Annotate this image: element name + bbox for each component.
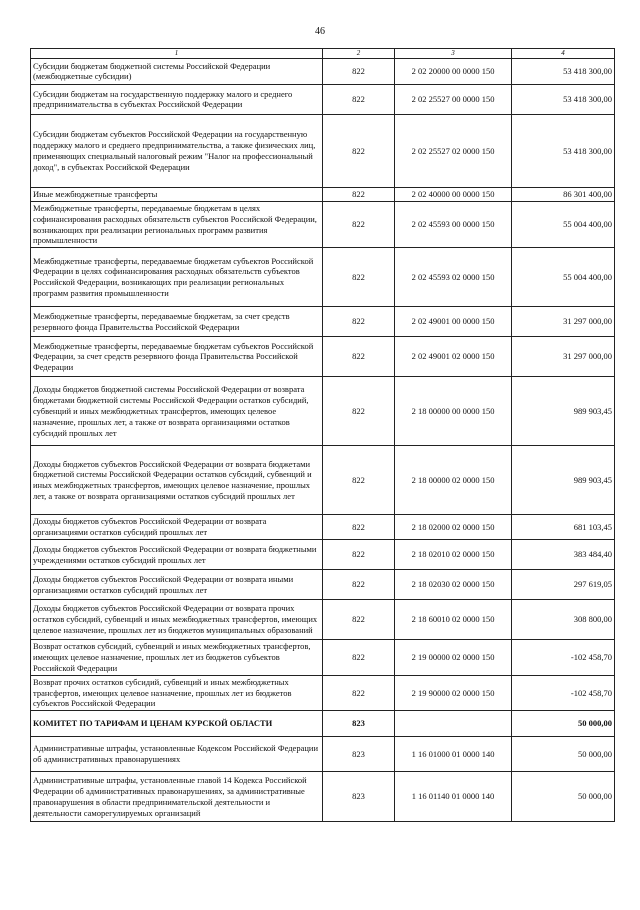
row-name-cell: Возврат остатков субсидий, субвенций и иных межбюджетных трансфертов, имеющих целевое назначение, прошлых лет из бюджетов субъектов Российской Федерации	[31, 640, 323, 676]
row-admin-code-cell: 822	[323, 446, 395, 515]
row-classification-code-cell: 2 19 90000 02 0000 150	[395, 675, 512, 711]
budget-revenue-table	[30, 48, 615, 822]
table-row	[31, 515, 615, 540]
table-row	[31, 187, 615, 201]
row-amount-cell: 53 418 300,00	[512, 84, 615, 114]
table-row	[31, 772, 615, 822]
row-classification-code-cell: 2 02 40000 00 0000 150	[395, 187, 512, 201]
row-name-cell: Межбюджетные трансферты, передаваемые бюджетам субъектов Российской Федерации в целях софинансирования расходных обязательств субъектов Российской Федерации, возникающих при реализации региональных программ развития промышленности	[31, 248, 323, 307]
column-number: 4	[512, 49, 615, 59]
table-row	[31, 84, 615, 114]
row-name-cell: Межбюджетные трансферты, передаваемые бюджетам, за счет средств резервного фонда Правительства Российской Федерации	[31, 307, 323, 337]
row-admin-code-cell: 822	[323, 600, 395, 640]
row-classification-code-cell: 2 18 02000 02 0000 150	[395, 515, 512, 540]
row-admin-code-cell: 823	[323, 737, 395, 772]
row-classification-code-cell: 2 02 25527 00 0000 150	[395, 84, 512, 114]
row-classification-code-cell: 2 02 25527 02 0000 150	[395, 114, 512, 187]
row-amount-cell: 989 903,45	[512, 446, 615, 515]
row-name-cell: Субсидии бюджетам на государственную поддержку малого и среднего предпринимательства в субъектах Российской Федерации	[31, 84, 323, 114]
row-name-cell: Доходы бюджетов бюджетной системы Российской Федерации от возврата бюджетами бюджетной системы Российской Федерации остатков субсидий, субвенций и иных межбюджетных трансфертов, имеющих целевое назначение, прошлых лет, а также от возврата организациями остатков субсидий прошлых лет	[31, 377, 323, 446]
row-amount-cell: 31 297 000,00	[512, 307, 615, 337]
column-number-row	[31, 49, 615, 59]
row-classification-code-cell: 1 16 01140 01 0000 140	[395, 772, 512, 822]
row-name-cell: Доходы бюджетов субъектов Российской Федерации от возврата бюджетами бюджетной системы Российской Федерации остатков субсидий, субвенций и иных межбюджетных трансфертов, имеющих целевое назначение, прошлых лет, а также от возврата организациями остатков субсидий прошлых лет	[31, 446, 323, 515]
table-row	[31, 675, 615, 711]
row-name-cell: Субсидии бюджетам бюджетной системы Российской Федерации (межбюджетные субсидии)	[31, 58, 323, 84]
table-row	[31, 201, 615, 248]
row-admin-code-cell: 822	[323, 58, 395, 84]
row-name-cell: Иные межбюджетные трансферты	[31, 187, 323, 201]
column-number: 1	[31, 49, 323, 59]
row-admin-code-cell: 822	[323, 675, 395, 711]
row-admin-code-cell: 822	[323, 187, 395, 201]
row-name-cell: Административные штрафы, установленные Кодексом Российской Федерации об административных правонарушениях	[31, 737, 323, 772]
row-classification-code-cell: 2 02 49001 02 0000 150	[395, 337, 512, 377]
row-classification-code-cell: 2 02 49001 00 0000 150	[395, 307, 512, 337]
row-admin-code-cell: 822	[323, 201, 395, 248]
row-amount-cell: 50 000,00	[512, 772, 615, 822]
row-classification-code-cell: 2 18 02010 02 0000 150	[395, 540, 512, 570]
row-admin-code-cell: 822	[323, 515, 395, 540]
row-amount-cell: 297 619,05	[512, 570, 615, 600]
column-number: 3	[395, 49, 512, 59]
row-amount-cell: 383 484,40	[512, 540, 615, 570]
row-amount-cell: 53 418 300,00	[512, 114, 615, 187]
table-row	[31, 58, 615, 84]
table-row	[31, 737, 615, 772]
row-name-cell: Доходы бюджетов субъектов Российской Федерации от возврата иными организациями остатков субсидий прошлых лет	[31, 570, 323, 600]
row-amount-cell: 50 000,00	[512, 711, 615, 737]
row-classification-code-cell: 2 02 20000 00 0000 150	[395, 58, 512, 84]
table-row	[31, 114, 615, 187]
row-admin-code-cell: 822	[323, 114, 395, 187]
table-row	[31, 377, 615, 446]
row-name-cell: Субсидии бюджетам субъектов Российской Федерации на государственную поддержку малого и среднего предпринимательства, а также физических лиц, применяющих специальный налоговый режим "Налог на профессиональный доход", в субъектах Российской Федерации	[31, 114, 323, 187]
row-amount-cell: 681 103,45	[512, 515, 615, 540]
row-admin-code-cell: 823	[323, 772, 395, 822]
row-name-cell: КОМИТЕТ ПО ТАРИФАМ И ЦЕНАМ КУРСКОЙ ОБЛАСТИ	[31, 711, 323, 737]
row-classification-code-cell: 2 18 00000 00 0000 150	[395, 377, 512, 446]
page-number: 46	[315, 26, 325, 37]
row-admin-code-cell: 822	[323, 640, 395, 676]
row-name-cell: Межбюджетные трансферты, передаваемые бюджетам субъектов Российской Федерации, за счет средств резервного фонда Правительства Российской Федерации	[31, 337, 323, 377]
row-name-cell: Доходы бюджетов субъектов Российской Федерации от возврата бюджетными учреждениями остатков субсидий прошлых лет	[31, 540, 323, 570]
table-row	[31, 307, 615, 337]
row-amount-cell: 53 418 300,00	[512, 58, 615, 84]
row-name-cell: Административные штрафы, установленные главой 14 Кодекса Российской Федерации об административных правонарушениях, за административные правонарушения в области предпринимательской деятельности и деятельности саморегулируемых организаций	[31, 772, 323, 822]
row-admin-code-cell: 823	[323, 711, 395, 737]
row-admin-code-cell: 822	[323, 540, 395, 570]
row-classification-code-cell: 2 18 02030 02 0000 150	[395, 570, 512, 600]
row-amount-cell: 55 004 400,00	[512, 248, 615, 307]
row-amount-cell: -102 458,70	[512, 640, 615, 676]
row-admin-code-cell: 822	[323, 377, 395, 446]
row-amount-cell: 31 297 000,00	[512, 337, 615, 377]
row-amount-cell: 86 301 400,00	[512, 187, 615, 201]
table-row	[31, 570, 615, 600]
row-amount-cell: 989 903,45	[512, 377, 615, 446]
row-classification-code-cell: 2 02 45593 00 0000 150	[395, 201, 512, 248]
table-row	[31, 540, 615, 570]
row-classification-code-cell: 2 19 00000 02 0000 150	[395, 640, 512, 676]
row-admin-code-cell: 822	[323, 337, 395, 377]
row-name-cell: Доходы бюджетов субъектов Российской Федерации от возврата прочих остатков субсидий, субвенций и иных межбюджетных трансфертов, имеющих целевое назначение, прошлых лет из бюджетов муниципальных образований	[31, 600, 323, 640]
row-name-cell: Межбюджетные трансферты, передаваемые бюджетам в целях софинансирования расходных обязательств субъектов Российской Федерации, возникающих при реализации региональных программ развития промышленности	[31, 201, 323, 248]
row-classification-code-cell	[395, 711, 512, 737]
table-row	[31, 248, 615, 307]
table-row	[31, 711, 615, 737]
row-admin-code-cell: 822	[323, 248, 395, 307]
table-row	[31, 600, 615, 640]
table-row	[31, 446, 615, 515]
row-admin-code-cell: 822	[323, 570, 395, 600]
row-admin-code-cell: 822	[323, 307, 395, 337]
row-amount-cell: 55 004 400,00	[512, 201, 615, 248]
table-row	[31, 337, 615, 377]
row-amount-cell: -102 458,70	[512, 675, 615, 711]
row-admin-code-cell: 822	[323, 84, 395, 114]
column-number: 2	[323, 49, 395, 59]
row-amount-cell: 50 000,00	[512, 737, 615, 772]
row-classification-code-cell: 2 18 60010 02 0000 150	[395, 600, 512, 640]
row-amount-cell: 308 800,00	[512, 600, 615, 640]
row-classification-code-cell: 2 02 45593 02 0000 150	[395, 248, 512, 307]
row-classification-code-cell: 1 16 01000 01 0000 140	[395, 737, 512, 772]
row-classification-code-cell: 2 18 00000 02 0000 150	[395, 446, 512, 515]
row-name-cell: Возврат прочих остатков субсидий, субвенций и иных межбюджетных трансфертов, имеющих целевое назначение, прошлых лет из бюджетов субъектов Российской Федерации	[31, 675, 323, 711]
row-name-cell: Доходы бюджетов субъектов Российской Федерации от возврата организациями остатков субсидий прошлых лет	[31, 515, 323, 540]
table-row	[31, 640, 615, 676]
